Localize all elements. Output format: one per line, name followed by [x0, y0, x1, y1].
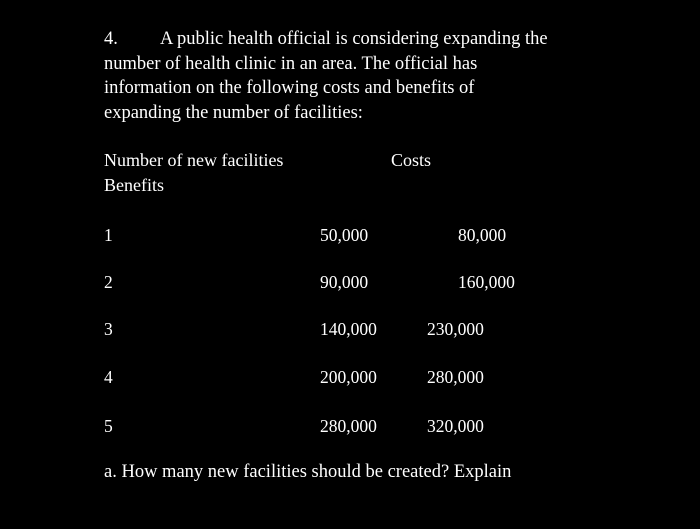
problem-text-line-2: number of health clinic in an area. The official has: [104, 53, 478, 74]
row-5-facilities: 5: [104, 416, 113, 436]
row-2-facilities: 2: [104, 272, 113, 292]
problem-statement: [104, 27, 664, 125]
header-number-of-facilities: Number of new facilities: [104, 150, 284, 170]
row-4-costs: 200,000: [320, 367, 377, 387]
row-4-facilities: 4: [104, 367, 113, 387]
row-2-benefits: 160,000: [458, 272, 515, 292]
row-3-benefits: 230,000: [427, 319, 484, 339]
problem-line: [104, 27, 664, 52]
problem-text-line-4: expanding the number of facilities:: [104, 102, 363, 123]
row-5-benefits: 320,000: [427, 416, 484, 436]
problem-text-line-1: A public health official is considering expanding the: [160, 29, 548, 49]
row-5-costs: 280,000: [320, 416, 377, 436]
row-3-costs: 140,000: [320, 319, 377, 339]
row-2-costs: 90,000: [320, 272, 369, 292]
problem-text-line-3: information on the following costs and benefits of: [104, 78, 475, 98]
question-a: a. How many new facilities should be created? Explain: [104, 462, 512, 482]
header-benefits: Benefits: [104, 175, 164, 195]
row-4-benefits: 280,000: [427, 367, 484, 387]
header-costs: Costs: [391, 150, 432, 170]
row-1-facilities: 1: [104, 225, 113, 245]
problem-number: 4.: [104, 29, 118, 49]
row-1-benefits: 80,000: [458, 225, 507, 245]
row-3-facilities: 3: [104, 319, 113, 339]
row-1-costs: 50,000: [320, 225, 369, 245]
